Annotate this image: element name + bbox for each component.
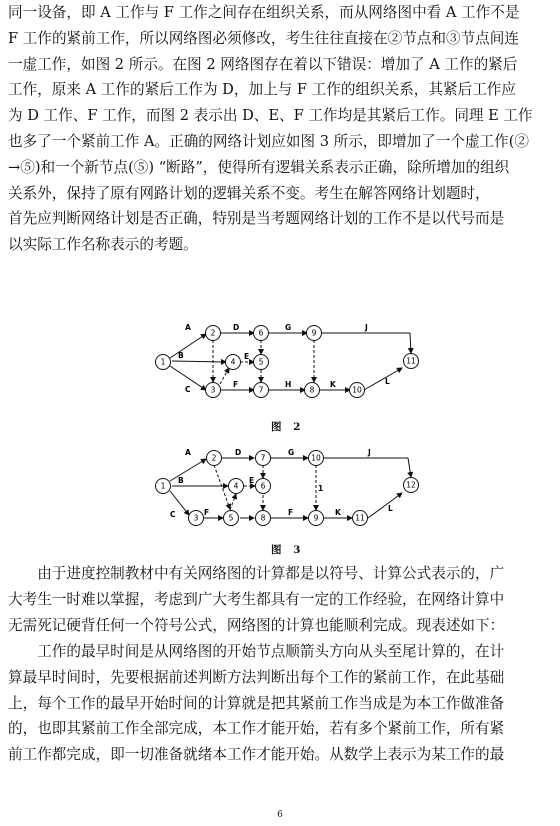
activity-label: E [244,352,250,361]
svg-text:3: 3 [210,385,216,395]
figure-2-network [140,318,430,413]
network-node [254,326,269,341]
text-line: 关系外，保持了原有网路计划的逻辑关系不变。考生在解答网络计划题时， [8,184,490,202]
svg-text:6: 6 [260,481,266,491]
network-node [404,354,419,369]
svg-text:4: 4 [233,481,239,491]
svg-text:11: 11 [406,356,416,366]
activity-label: J [365,323,368,332]
svg-text:9: 9 [313,513,319,523]
network-node [305,383,320,398]
text-line: 同一设备，即 A 工作与 F 工作之间存在组织关系，而从网络图中看 A 工作不是 [8,4,520,21]
network-node [309,451,324,466]
activity-label: G [285,323,292,332]
network-node [226,355,241,370]
svg-text:11: 11 [355,513,365,523]
network-node [156,479,171,494]
network-node [256,451,271,466]
activity-label: F [233,380,239,389]
network-node [156,355,171,370]
svg-text:4: 4 [230,357,236,367]
activity-label: C [185,385,191,394]
network-node [254,383,269,398]
network-node [404,478,419,493]
network-node [256,511,271,526]
activity-label: E [249,476,255,485]
text-line: 以实际工作名称表示的考题。 [8,236,198,254]
activity-label: B [178,476,184,485]
svg-text:7: 7 [258,385,264,395]
activity-label: K [335,508,341,517]
top-paragraph [8,0,552,258]
page-number: 6 [277,810,283,820]
network-node [254,355,269,370]
extra-mark: 1 [318,484,324,493]
svg-text:1: 1 [160,481,166,491]
svg-text:2: 2 [210,328,216,338]
activity-label: A [185,323,191,332]
text-line: 大考生一时难以掌握，考虑到广大考生都具有一定的工作经验，在网络计算中 [8,590,505,608]
svg-text:12: 12 [406,480,416,490]
figure-2-caption: 图 2 [271,421,305,433]
activity-label: J [368,448,371,457]
text-line: 一虚工作，如图 2 所示。在图 2 网络图存在着以下错误：增加了 A 工作的紧后 [8,55,518,73]
activity-label: D [235,448,242,457]
bottom-paragraph-1 [8,561,552,638]
network-node [353,511,368,526]
activity-label: L [385,377,390,386]
figure-3-caption: 图 3 [271,544,305,556]
svg-text:8: 8 [309,385,315,395]
activity-label: A [185,448,191,457]
text-line: 由于进度控制教材中有关网络图的计算都是以符号、计算公式表示的，广 [37,565,505,582]
activity-label: G [288,448,295,457]
activity-label: C [170,510,176,519]
text-line: 的，也即其紧前工作全部完成，本工作才能开始，若有多个紧前工作，所有紧 [8,720,505,738]
activity-label: L [388,504,393,513]
activity-label: H [285,380,292,389]
text-line: 无需死记硬背任何一个符号公式，网络图的计算也能顺利完成。现表述如下： [8,616,505,634]
svg-text:3: 3 [193,513,199,523]
figure-3-network [140,443,430,538]
activity-label: F [204,508,210,517]
network-node [207,451,222,466]
network-node [307,326,322,341]
network-node [206,383,221,398]
network-node [206,326,221,341]
svg-text:5: 5 [228,513,234,523]
activity-label: B [178,351,184,360]
network-node [189,511,204,526]
text-line: F 工作的紧前工作，所以网络图必须修改，考生往往直接在②节点和③节点间连 [8,29,519,47]
network-node [350,383,365,398]
svg-text:10: 10 [311,453,321,463]
network-node [256,479,271,494]
svg-text:8: 8 [260,513,266,523]
text-line: 首先应判断网络计划是否正确，特别是当考题网络计划的工作不是以代号而是 [8,210,505,228]
activity-label: K [330,380,336,389]
svg-text:7: 7 [260,453,266,463]
text-line: 前工作都完成，即一切准备就绪本工作才能开始。从数学上表示为某工作的最 [8,746,505,764]
text-line: 工作的最早时间是从网络图的开始节点顺箭头方向从头至尾计算的，在计 [37,643,505,660]
text-line: 工作，原来 A 工作的紧后工作为 D，加上与 F 工作的组织关系，其紧后工作应 [8,81,516,99]
svg-text:9: 9 [311,328,317,338]
activity-label: F [288,508,294,517]
network-node [309,511,324,526]
network-node [229,479,244,494]
network-node [224,511,239,526]
text-line: →⑤)和一个新节点(⑤) “断路”，使得所有逻辑关系表示正确，除所增加的组织 [8,158,510,176]
text-line: 也多了一个紧前工作 A。正确的网络计划应如图 3 所示，即增加了一个虚工作(② [8,132,530,150]
svg-text:10: 10 [352,385,362,395]
text-line: 上，每个工作的最早开始时间的计算就是把其紧前工作当成是为本工作做准备 [8,694,505,712]
svg-text:1: 1 [160,357,166,367]
svg-text:5: 5 [258,357,264,367]
svg-text:6: 6 [258,328,264,338]
bottom-paragraph-2 [8,639,552,768]
text-line: 为 D 工作、F 工作，而图 2 表示出 D、E、F 工作均是其紧后工作。同理 E 工作 [8,107,533,125]
text-line: 算最早时间时，先要根据前述判断方法判断出每个工作的紧前工作，在此基础 [8,668,505,686]
svg-text:2: 2 [211,453,217,463]
activity-label: D [233,323,240,332]
